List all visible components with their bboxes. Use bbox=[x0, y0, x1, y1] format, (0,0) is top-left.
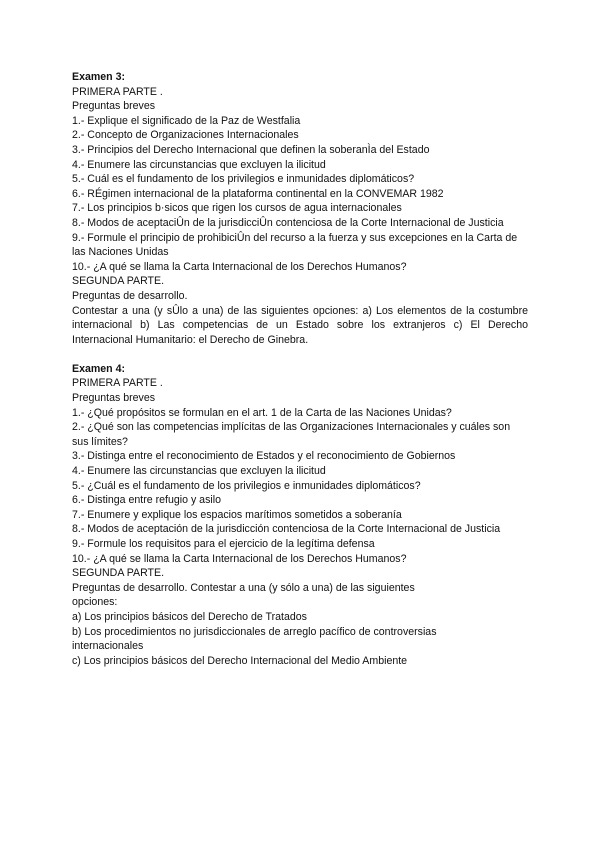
exam-4-development-questions-line-1: Preguntas de desarrollo. Contestar a una (y sólo a una) de las siguientes bbox=[72, 581, 415, 594]
exam-4-question-5: 5.- ¿Cuál es el fundamento de los privilegios e inmunidades diplomáticos? bbox=[72, 479, 421, 492]
exam-4-section bbox=[72, 362, 528, 668]
exam-3-development-questions-heading: Preguntas de desarrollo. bbox=[72, 289, 188, 302]
exam-4-part-2-heading: SEGUNDA PARTE. bbox=[72, 567, 165, 580]
exam-3-question-10: 10.- ¿A qué se llama la Carta Internacional de los Derechos Humanos? bbox=[72, 260, 407, 273]
exam-4-option-b: b) Los procedimientos no jurisdiccionales de arreglo pacífico de controversias internacionales bbox=[72, 625, 437, 653]
exam-4-question-3: 3.- Distinga entre el reconocimiento de Estados y el reconocimiento de Gobiernos bbox=[72, 450, 456, 463]
exam-4-question-9: 9.- Formule los requisitos para el ejercicio de la legítima defensa bbox=[72, 538, 375, 550]
exam-3-section bbox=[72, 70, 528, 347]
exam-3-short-questions-heading: Preguntas breves bbox=[72, 100, 156, 113]
document-page bbox=[72, 70, 528, 668]
exam-3-question-9: 9.- Formule el principio de prohibiciÛn del recurso a la fuerza y sus excepciones en la Carta de las Naciones Unidas bbox=[72, 231, 518, 259]
exam-3-question-2: 2.- Concepto de Organizaciones Internacionales bbox=[72, 129, 299, 142]
exam-4-question-1: 1.- ¿Qué propósitos se formulan en el art. 1 de la Carta de las Naciones Unidas? bbox=[72, 406, 452, 419]
exam-4-question-6: 6.- Distinga entre refugio y asilo bbox=[72, 494, 221, 507]
exam-4-title: Examen 4: bbox=[72, 362, 125, 375]
exam-4-development-questions-line-2: opciones: bbox=[72, 596, 118, 609]
exam-4-part-1-heading: PRIMERA PARTE . bbox=[72, 377, 163, 390]
exam-3-instruction: Contestar a una (y sÛlo a una) de las siguientes opciones: a) Los elementos de la costumbre internacional b) Las competencias de un Estado sobre los extranjeros c) El Derecho Internacional Humanitario: el Derecho de Ginebra. bbox=[72, 304, 528, 346]
exam-3-question-1: 1.- Explique el significado de la Paz de Westfalia bbox=[72, 114, 301, 127]
exam-3-question-7: 7.- Los principios b·sicos que rigen los cursos de agua internacionales bbox=[72, 202, 402, 215]
exam-4-question-8: 8.- Modos de aceptación de la jurisdicción contenciosa de la Corte Internacional de Justicia bbox=[72, 523, 501, 536]
exam-4-question-4: 4.- Enumere las circunstancias que excluyen la ilicitud bbox=[72, 465, 326, 478]
exam-4-question-2: 2.- ¿Qué son las competencias implícitas de las Organizaciones Internacionales y cuáles son sus límites? bbox=[72, 421, 511, 448]
exam-4-question-7: 7.- Enumere y explique los espacios marítimos sometidos a soberanía bbox=[72, 508, 402, 521]
exam-3-question-5: 5.- Cuál es el fundamento de los privilegios e inmunidades diplomáticos? bbox=[72, 173, 415, 186]
exam-4-option-c: c) Los principios básicos del Derecho Internacional del Medio Ambiente bbox=[72, 654, 408, 667]
exam-3-title: Examen 3: bbox=[72, 71, 125, 83]
exam-3-question-3: 3.- Principios del Derecho Internacional que definen la soberanÌa del Estado bbox=[72, 143, 430, 156]
exam-4-short-questions-heading: Preguntas breves bbox=[72, 392, 156, 405]
exam-3-part-1-heading: PRIMERA PARTE . bbox=[72, 85, 163, 98]
exam-3-question-4: 4.- Enumere las circunstancias que excluyen la ilicitud bbox=[72, 158, 326, 171]
exam-4-option-a: a) Los principios básicos del Derecho de Tratados bbox=[72, 610, 307, 623]
section-spacer bbox=[72, 347, 528, 362]
exam-3-question-6: 6.- RÉgimen internacional de la plataforma continental en la CONVEMAR 1982 bbox=[72, 187, 444, 200]
exam-4-question-10: 10.- ¿A qué se llama la Carta Internacional de los Derechos Humanos? bbox=[72, 552, 407, 565]
exam-3-question-8: 8.- Modos de aceptaciÛn de la jurisdicciÛn contenciosa de la Corte Internacional de Justicia bbox=[72, 216, 504, 229]
exam-3-part-2-heading: SEGUNDA PARTE. bbox=[72, 275, 165, 288]
